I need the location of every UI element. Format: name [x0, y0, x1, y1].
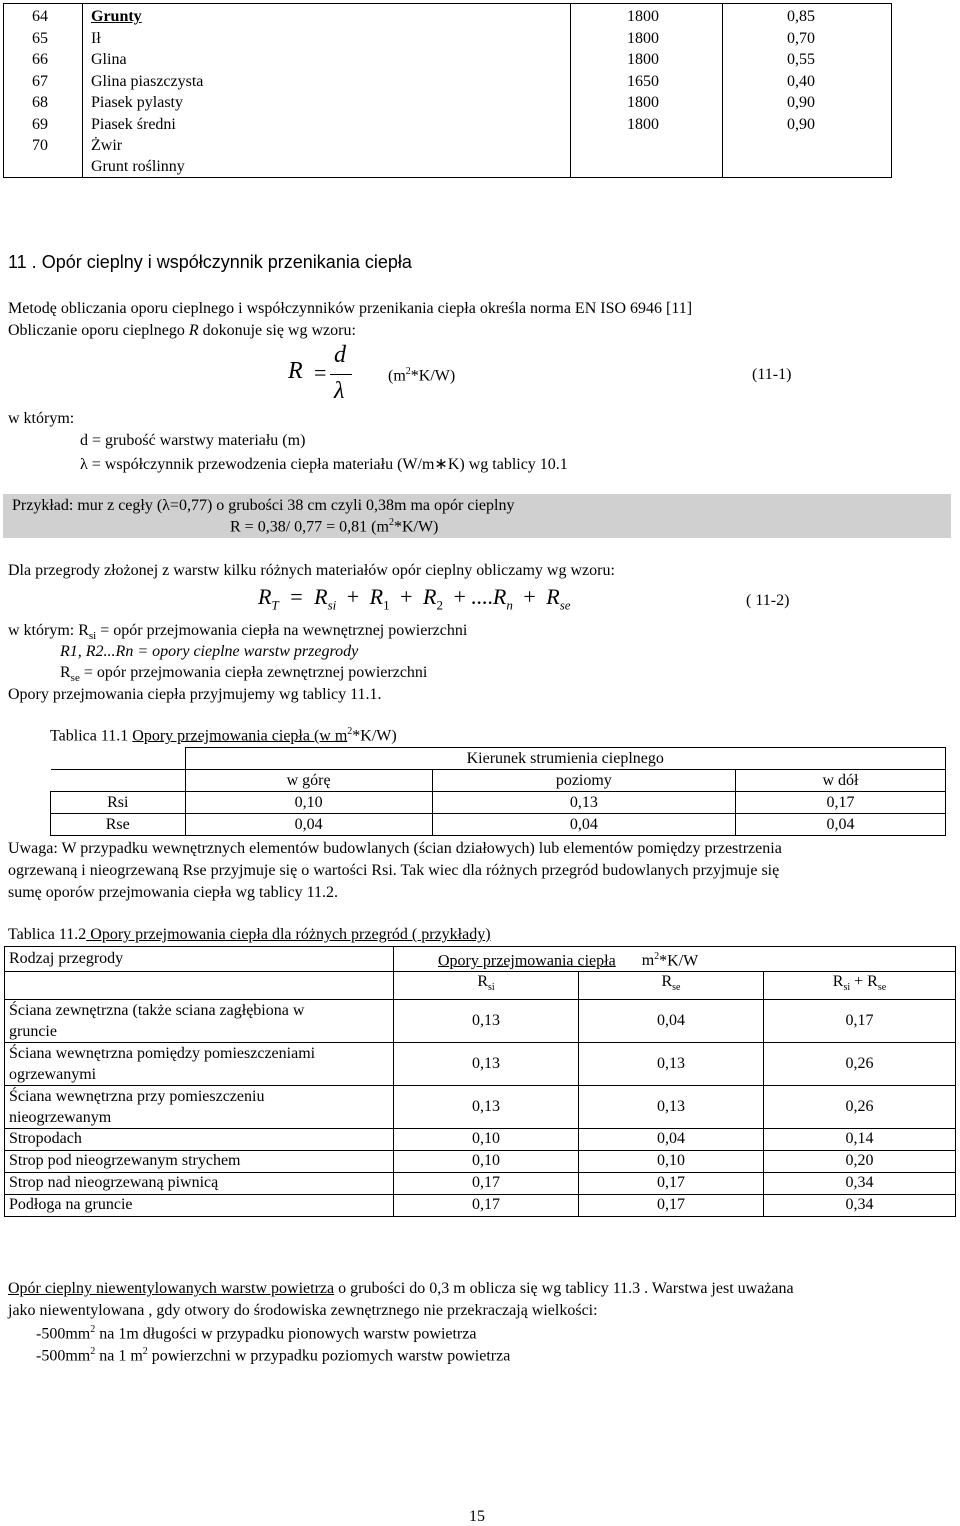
table-row: [51, 770, 946, 792]
column-header: w dół: [735, 770, 945, 792]
density-value: 1800: [627, 94, 659, 111]
column-header-rsi: $R_{si}$: [394, 972, 579, 999]
material-name: Ił: [91, 29, 101, 47]
table-cell: 0,34: [764, 1172, 956, 1194]
table-cell: 0,17: [394, 1194, 579, 1216]
row-number-column: [4, 4, 83, 177]
row-label: Strop pod nieogrzewanym strychem: [5, 1150, 394, 1172]
row-number: 66: [32, 51, 48, 68]
table-cell: 0,13: [579, 1042, 764, 1085]
table-cell: 0,13: [394, 1042, 579, 1085]
formula-number: (11-1): [752, 366, 792, 383]
bullet-vertical: $-500mm^2$ na 1m długości w przypadku pionowych warstw powietrza: [36, 1324, 477, 1343]
soil-properties-table: [3, 3, 892, 178]
material-name: Piasek pylasty: [91, 94, 183, 111]
table-cell: 0,17: [579, 1194, 764, 1216]
note-line-2: ogrzewaną i nieogrzewaną Rse przyjmuje się o wartości Rsi. Tak wiec dla różnych przegród budowlanych przyjmuje się: [8, 862, 780, 879]
where-rse: $R_{se}$ = opór przejmowania ciepła zewnętrznej powierzchni: [60, 664, 428, 685]
column-header: w górę: [185, 770, 432, 792]
header-opory: Opory przejmowania ciepła $m^2*K/W$: [394, 947, 956, 972]
density-value: 1800: [627, 8, 659, 25]
material-name: Glina: [91, 51, 127, 68]
formula-equals: =: [314, 360, 327, 385]
table-row: [5, 1085, 956, 1128]
table-11-2: [4, 946, 956, 1217]
column-header-rse: $R_{se}$: [579, 972, 764, 999]
example-line-1: Przykład: mur z cegły (λ=0,77) o grubości 38 cm czyli 0,38m ma opór cieplny: [12, 497, 515, 514]
note-line-1: Uwaga: W przypadku wewnętrznych elementów budowlanych (ścian działowych) lub elementów pomiędzy przestrzenia: [8, 840, 782, 857]
table-cell: 0,17: [764, 999, 956, 1042]
density-value: 1800: [627, 29, 659, 47]
table-cell: 0,13: [394, 999, 579, 1042]
table-row: [5, 1042, 956, 1085]
empty-cell: [5, 972, 394, 999]
where-label: w którym:: [8, 410, 75, 427]
table-row: [51, 792, 946, 814]
row-number: 64: [32, 8, 48, 25]
table-cell: 0,13: [579, 1085, 764, 1128]
table-cell: 0,13: [394, 1085, 579, 1128]
table-cell: 0,10: [579, 1150, 764, 1172]
fraction-bar: [330, 374, 352, 375]
empty-cell: [51, 748, 186, 770]
row-label: Stropodach: [5, 1128, 394, 1150]
table-cell: 0,17: [735, 792, 945, 814]
page-number: 15: [469, 1508, 485, 1525]
paragraph-opory: Opory przejmowania ciepła przyjmujemy wg tablicy 11.1.: [8, 686, 382, 703]
lambda-value: 0,90: [787, 115, 815, 133]
table-cell: 0,26: [764, 1085, 956, 1128]
row-number: 67: [32, 72, 48, 90]
material-name: Piasek średni: [91, 115, 176, 133]
paragraph-composite: Dla przegrody złożonej z warstw kilku różnych materiałów opór cieplny obliczamy wg wzoru:: [8, 562, 615, 579]
formula-denominator: λ: [334, 378, 345, 404]
row-number: 69: [32, 115, 48, 133]
column-header: poziomy: [432, 770, 735, 792]
row-label: Ściana zewnętrzna (także sciana zagłębiona w gruncie: [5, 999, 394, 1042]
table-cell: 0,17: [394, 1172, 579, 1194]
table-cell: 0,13: [432, 792, 735, 814]
formula-unit: $(m^2*K/W)$: [388, 366, 456, 385]
paragraph-calculation: Obliczanie oporu cieplnego R dokonuje się wg wzoru:: [8, 322, 356, 339]
column-header-sum: $R_{si} + R_{se}$: [764, 972, 956, 999]
empty-cell: [51, 770, 186, 792]
row-label: Podłoga na gruncie: [5, 1194, 394, 1216]
bottom-line-2: jako niewentylowana , gdy otwory do środowiska zewnętrznego nie przekraczają wielkości:: [8, 1302, 598, 1319]
table-cell: 0,04: [735, 814, 945, 836]
lambda-column: [723, 4, 891, 177]
air-layer-link[interactable]: Opór cieplny niewentylowanych warstw powietrza: [8, 1280, 335, 1297]
table-cell: 0,04: [432, 814, 735, 836]
definition-d: d = grubość warstwy materiału (m): [80, 432, 306, 449]
table-row: [5, 1194, 956, 1216]
where-rn: R1, R2...Rn = opory cieplne warstw przegrody: [60, 643, 359, 660]
table-row: [51, 814, 946, 836]
table-11-1-caption: Tablica 11.1 Opory przejmowania ciepła (w $m^2*K/W$): [50, 726, 397, 745]
table-row: [5, 999, 956, 1042]
lambda-value: 0,70: [787, 29, 815, 47]
density-value: 1800: [627, 115, 659, 133]
table-row: [5, 1128, 956, 1150]
material-name: Grunt roślinny: [91, 158, 185, 175]
density-value: 1650: [627, 72, 659, 90]
row-number: 70: [32, 137, 48, 154]
bullet-horizontal: $-500mm^2$ na 1 $m^2$ powierzchni w przypadku poziomych warstw powietrza: [36, 1346, 511, 1365]
table-cell: 0,26: [764, 1042, 956, 1085]
table-row: [51, 748, 946, 770]
table-cell: 0,14: [764, 1128, 956, 1150]
where-rsi: w którym: $R_{si}$ = opór przejmowania ciepła na wewnętrznej powierzchni: [8, 622, 468, 643]
table-11-1: [50, 747, 946, 836]
table-cell: 0,10: [394, 1128, 579, 1150]
table-cell: 0,04: [185, 814, 432, 836]
table-cell: 0,04: [579, 999, 764, 1042]
material-name: Żwir: [91, 137, 123, 154]
formula-11-2-number: ( 11-2): [746, 592, 790, 609]
table-cell: 0,10: [394, 1150, 579, 1172]
row-label: Ściana wewnętrzna przy pomieszczeniu nieogrzewanym: [5, 1085, 394, 1128]
row-label: Strop nad nieogrzewaną piwnicą: [5, 1172, 394, 1194]
row-number: 68: [32, 94, 48, 111]
table-row: [5, 947, 956, 972]
table-cell: 0,10: [185, 792, 432, 814]
formula-numerator: d: [334, 342, 346, 368]
table-cell: 0,04: [579, 1128, 764, 1150]
density-column: [571, 4, 723, 177]
row-label: Ściana wewnętrzna pomiędzy pomieszczeniami ogrzewanymi: [5, 1042, 394, 1085]
lambda-value: 0,40: [787, 72, 815, 90]
table-row: [5, 1150, 956, 1172]
group-title: Grunty: [91, 8, 142, 25]
row-label: Rsi: [51, 792, 186, 814]
row-number: 65: [32, 29, 48, 47]
density-value: 1800: [627, 51, 659, 68]
header-rodzaj: Rodzaj przegrody: [5, 947, 394, 972]
direction-header: Kierunek strumienia cieplnego: [185, 748, 946, 770]
table-cell: 0,17: [579, 1172, 764, 1194]
lambda-value: 0,55: [787, 51, 815, 68]
example-line-2: R = 0,38/ 0,77 = 0,81 $(m^2*K/W)$: [230, 517, 439, 536]
section-heading: 11 . Opór cieplny i współczynnik przenikania ciepła: [8, 252, 412, 272]
table-cell: 0,34: [764, 1194, 956, 1216]
material-name: Glina piaszczysta: [91, 72, 204, 90]
lambda-value: 0,85: [787, 8, 815, 25]
table-11-2-caption: Tablica 11.2 Opory przejmowania ciepła dla różnych przegród ( przykłady): [8, 926, 491, 943]
formula-r: R: [288, 358, 303, 384]
table-cell: 0,20: [764, 1150, 956, 1172]
bottom-line-1: Opór cieplny niewentylowanych warstw powietrza o grubości do 0,3 m oblicza się wg tablicy 11.3 . Warstwa jest uważana: [8, 1280, 794, 1297]
material-name-column: [83, 4, 571, 177]
table-row: [5, 972, 956, 999]
paragraph-method: Metodę obliczania oporu cieplnego i współczynników przenikania ciepła określa norma EN ISO 6946 [11]: [8, 300, 693, 317]
note-line-3: sumę oporów przejmowania ciepła wg tablicy 11.2.: [8, 884, 338, 901]
formula-11-2: $R_T = R_{si} + R_1 + R_2 + ....R_n + R_{se}$: [258, 584, 571, 613]
definition-lambda: λ = współczynnik przewodzenia ciepła materiału (W/m∗K) wg tablicy 10.1: [80, 456, 568, 473]
row-label: Rse: [51, 814, 186, 836]
lambda-value: 0,90: [787, 94, 815, 111]
table-row: [5, 1172, 956, 1194]
